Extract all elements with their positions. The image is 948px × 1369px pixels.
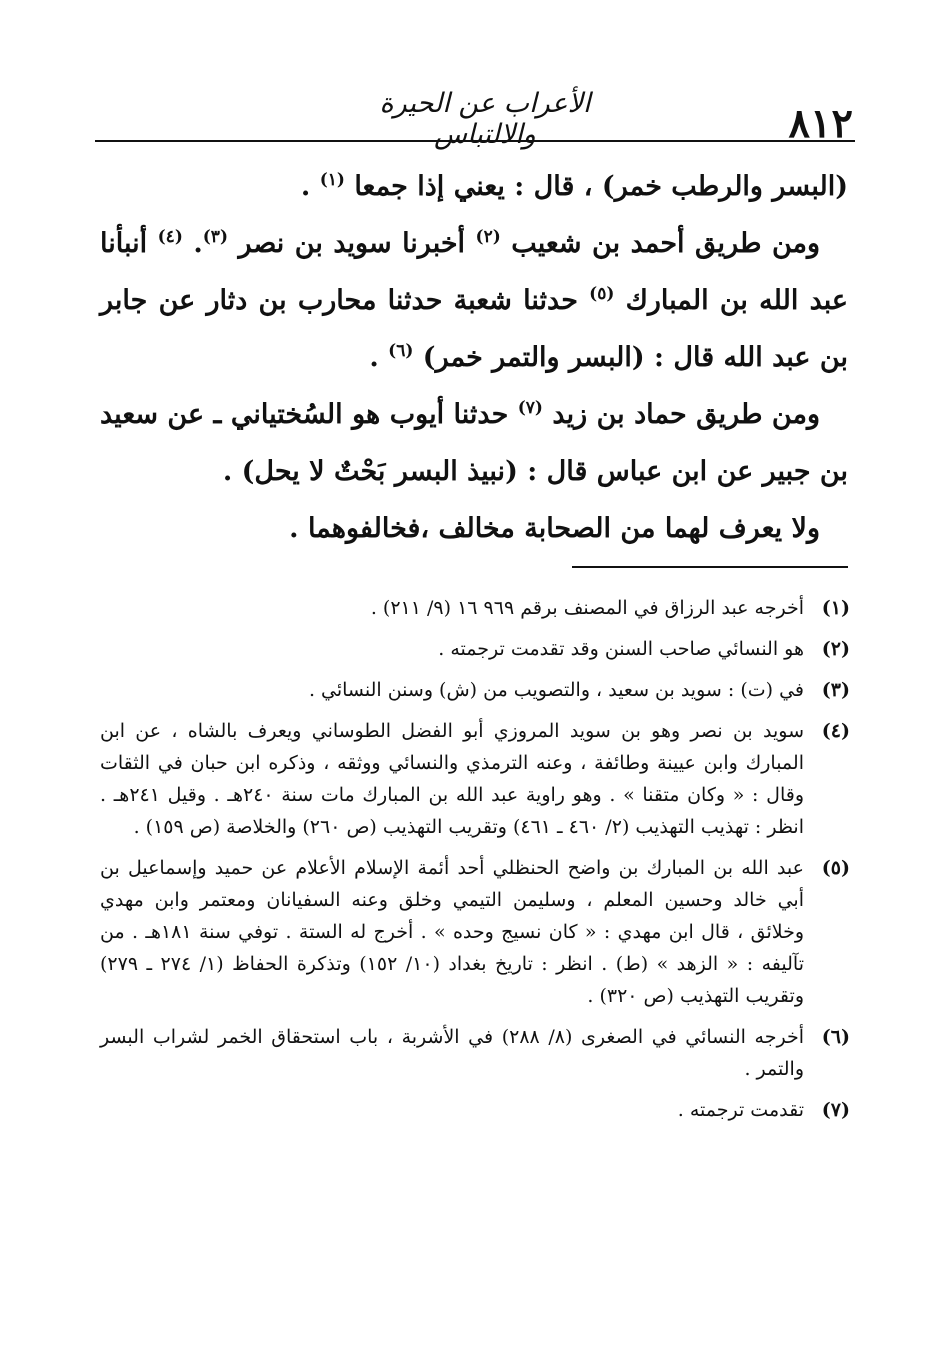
- body-text-run: .: [182, 228, 203, 259]
- body-text-run: (البسر والرطب خمر) ، قال : يعني إذا جمعا: [344, 171, 848, 202]
- footnote-number: (٣): [821, 679, 850, 701]
- footnote: [100, 1094, 850, 1126]
- footnote: [100, 715, 850, 843]
- footnote-number: (٦): [821, 1026, 850, 1048]
- footnote-number: (٤): [821, 720, 850, 742]
- footnote: [100, 1021, 850, 1085]
- body-text-run: ولا يعرف لهما من الصحابة مخالف ،فخالفوهما .: [289, 513, 820, 544]
- body-paragraph: [100, 386, 848, 500]
- page-header: [95, 78, 855, 148]
- body-text-run: حدثنا أيوب هو السُختياني ـ عن سعيد بن جبير عن ابن عباس قال : (نبيذ البسر بَحْتٌ لا يحل) .: [100, 399, 848, 487]
- footnote-text: سويد بن نصر وهو بن سويد المروزي أبو الفضل الطوساني ويعرف بالشاه ، عن ابن المبارك وابن عيينة وطائفة ، وعنه الترمذي والنسائي ووثقه ، وذكره ابن حبان في الثقات وقال : « وكان متقنا » . وهو راوية عبد الله بن المبارك مات سنة ٢٤٠هـ . وقيل ٢٤١هـ . انظر : تهذيب التهذيب (٢/ ٤٦٠ ـ ٤٦١) وتقريب التهذيب (ص ٢٦٠) والخلاصة (ص ١٥٩) .: [100, 720, 804, 838]
- footnote-text: أخرجه النسائي في الصغرى (٨/ ٢٨٨) في الأشربة ، باب استحقاق الخمر لشراب البسر والتمر .: [100, 1026, 804, 1080]
- body-text-run: أخبرنا سويد بن نصر: [227, 228, 476, 259]
- body-text-run: حدثنا شعبة حدثنا محارب بن دثار عن جابر بن عبد الله قال : (البسر والتمر خمر): [100, 285, 848, 373]
- header-rule: [95, 140, 855, 142]
- footnotes: [100, 592, 850, 1135]
- footnote-number: (١): [821, 597, 850, 619]
- footnote-marker: (١): [319, 170, 345, 190]
- footnote-number: (٢): [821, 638, 850, 660]
- footnote-marker: (٦): [388, 341, 414, 361]
- footnote-marker: (٤): [157, 227, 183, 247]
- footnote-separator: [572, 566, 848, 568]
- footnote-text: في (ت) : سويد بن سعيد ، والتصويب من (ش) وسنن النسائي .: [308, 679, 804, 701]
- main-text: [100, 158, 848, 557]
- footnote-marker: (٥): [589, 284, 615, 304]
- footnote-text: أخرجه عبد الرزاق في المصنف برقم ٩٦٩ ١٦ (٩/ ٢١١) .: [370, 597, 804, 619]
- footnote: [100, 633, 850, 665]
- body-text-run: ومن طريق أحمد بن شعيب: [500, 228, 820, 259]
- body-text-run: ومن طريق حماد بن زيد: [542, 399, 820, 430]
- body-text-run: .: [369, 342, 389, 373]
- body-text-run: أنبأنا عبد الله بن المبارك: [100, 228, 848, 316]
- footnote-text: تقدمت ترجمته .: [677, 1099, 804, 1121]
- footnote: [100, 852, 850, 1012]
- footnote-number: (٥): [821, 857, 850, 879]
- footnote: [100, 592, 850, 624]
- footnote-text: هو النسائي صاحب السنن وقد تقدمت ترجمته .: [438, 638, 804, 660]
- page-number: ٨١٢: [788, 100, 853, 147]
- footnote-marker: (٣): [202, 227, 228, 247]
- body-paragraph: [100, 215, 848, 386]
- body-paragraph: [100, 500, 848, 557]
- body-paragraph: [100, 158, 848, 215]
- footnote-marker: (٧): [517, 398, 543, 418]
- footnote-number: (٧): [821, 1099, 850, 1121]
- running-title: الأعراب عن الحيرة والالتباس: [379, 88, 591, 150]
- footnote-text: عبد الله بن المبارك بن واضح الحنظلي أحد أئمة الإسلام الأعلام عن حميد وإسماعيل بن أبي خالد وحسين المعلم ، وسليمن التيمي وخلق وعنه السفيانان ومعتمر وابن مهدي وخلائق ، قال ابن مهدي : « كان نسيج وحده » . أخرج له الستة . توفي سنة ١٨١هـ . من تآليفه : « الزهد » (ط) . انظر : تاريخ بغداد (١٠/ ١٥٢) وتذكرة الحفاظ (١/ ٢٧٤ ـ ٢٧٩) وتقريب التهذيب (ص ٣٢٠) .: [100, 857, 804, 1007]
- footnote: [100, 674, 850, 706]
- footnote-marker: (٢): [475, 227, 501, 247]
- body-text-run: .: [300, 171, 320, 202]
